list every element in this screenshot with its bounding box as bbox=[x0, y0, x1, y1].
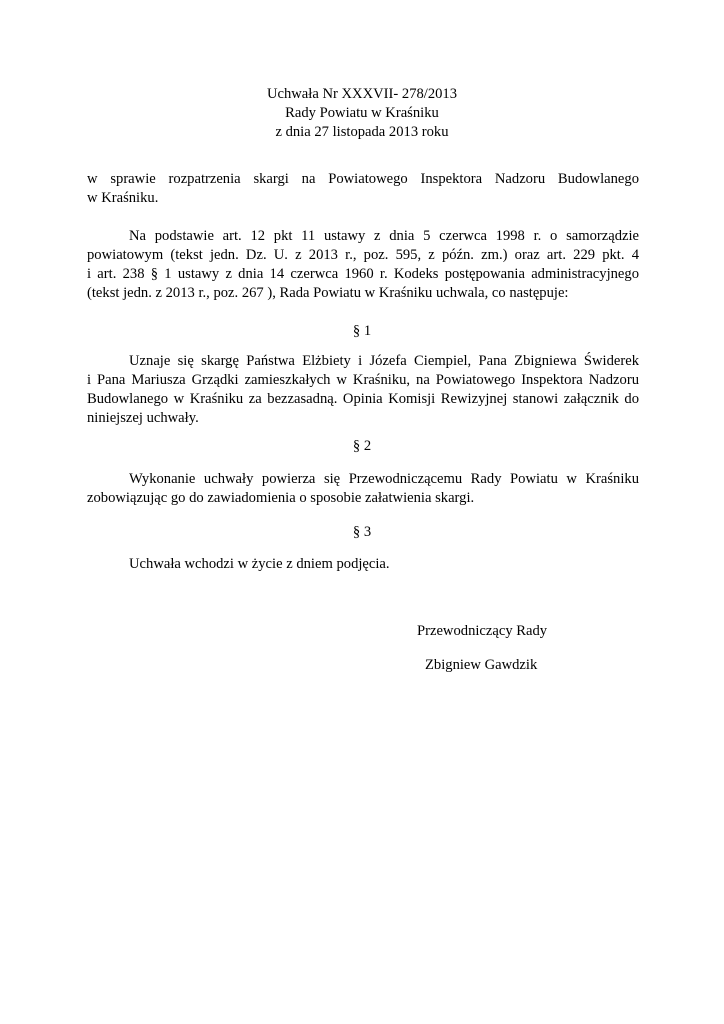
section-2-text bbox=[87, 470, 639, 508]
preamble-line: powiatowym (tekst jedn. Dz. U. z 2013 r., poz. 595, z późn. zm.) oraz art. 229 pkt. 4 bbox=[87, 247, 639, 263]
section-1-line: niniejszej uchwały. bbox=[87, 410, 199, 426]
resolution-header bbox=[0, 85, 724, 142]
resolution-date: z dnia 27 listopada 2013 roku bbox=[275, 124, 449, 140]
preamble-line: Na podstawie art. 12 pkt 11 ustawy z dnia 5 czerwca 1998 r. o samorządzie bbox=[129, 228, 639, 244]
section-1-line: Budowlanego w Kraśniku za bezzasadną. Opinia Komisji Rewizyjnej stanowi załącznik do bbox=[87, 391, 639, 407]
signature-role: Przewodniczący Rady bbox=[417, 623, 548, 639]
resolution-number: Uchwała Nr XXXVII- 278/2013 bbox=[266, 86, 458, 102]
preamble-line: (tekst jedn. z 2013 r., poz. 267 ), Rada Powiatu w Kraśniku uchwala, co następuje: bbox=[87, 285, 569, 301]
preamble-line: i art. 238 § 1 ustawy z dnia 14 czerwca 1960 r. Kodeks postępowania administracyjnego bbox=[87, 266, 639, 282]
section-1-mark: § 1 bbox=[352, 323, 372, 339]
section-1-line: Uznaje się skargę Państwa Elżbiety i Józefa Ciempiel, Pana Zbigniewa Świderek bbox=[129, 353, 639, 369]
subject-line: w sprawie rozpatrzenia skargi na Powiatowego Inspektora Nadzoru Budowlanego bbox=[87, 171, 639, 187]
section-1-text bbox=[87, 352, 639, 428]
resolution-subject bbox=[87, 170, 639, 208]
section-3-text: Uchwała wchodzi w życie z dniem podjęcia. bbox=[129, 556, 390, 572]
signature-name: Zbigniew Gawdzik bbox=[425, 657, 538, 673]
section-2-line: zobowiązując go do zawiadomienia o sposobie załatwienia skargi. bbox=[87, 490, 475, 506]
section-1-line: i Pana Mariusza Grządki zamieszkałych w Kraśniku, na Powiatowego Inspektora Nadzoru bbox=[87, 372, 639, 388]
section-2-line: Wykonanie uchwały powierza się Przewodniczącemu Rady Powiatu w Kraśniku bbox=[129, 471, 639, 487]
section-2-mark: § 2 bbox=[352, 438, 372, 454]
section-3-mark: § 3 bbox=[352, 524, 372, 540]
resolution-preamble bbox=[87, 227, 639, 303]
subject-line: w Kraśniku. bbox=[87, 190, 159, 206]
resolution-council: Rady Powiatu w Kraśniku bbox=[285, 105, 439, 121]
